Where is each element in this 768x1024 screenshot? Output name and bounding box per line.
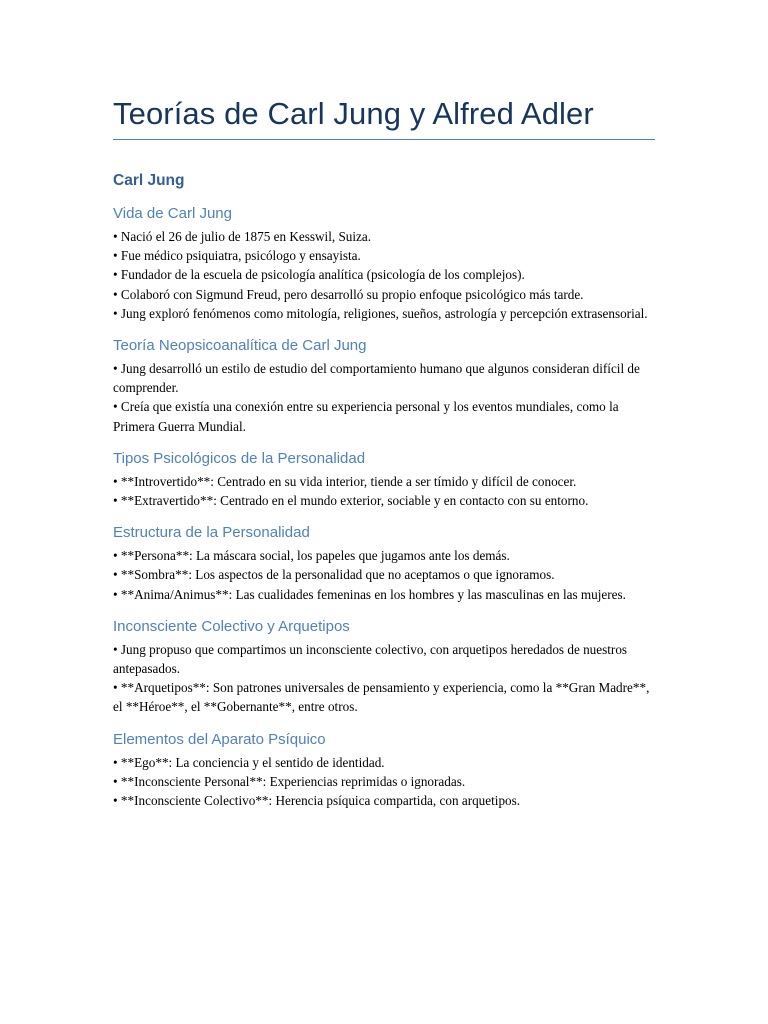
document-title: Teorías de Carl Jung y Alfred Adler	[113, 96, 594, 131]
section-block	[113, 203, 655, 323]
subsection-heading: Vida de Carl Jung	[113, 205, 232, 222]
bullet-item: • Fue médico psiquiatra, psicólogo y ensayista.	[113, 248, 361, 264]
subsection-heading: Teoría Neopsicoanalítica de Carl Jung	[113, 337, 367, 355]
bullet-list	[113, 227, 655, 323]
bullet-item: • **Arquetipos**: Son patrones universales de pensamiento y experiencia, como la **Gran Madre**, el **Héroe**, el **Gobernante**, entre otros.	[113, 680, 650, 715]
section-block	[113, 729, 655, 811]
bullet-list	[113, 472, 655, 510]
section-block	[113, 522, 655, 604]
bullet-item: • Jung desarrolló un estilo de estudio del comportamiento humano que algunos consideran difícil de comprender.	[113, 361, 640, 396]
bullet-list	[113, 640, 655, 717]
bullet-item: • Fundador de la escuela de psicología analítica (psicología de los complejos).	[113, 267, 525, 283]
section-block	[113, 335, 655, 436]
bullet-item: • **Anima/Animus**: Las cualidades femeninas en los hombres y las masculinas en las mujeres.	[113, 586, 626, 602]
subsection-heading: Inconsciente Colectivo y Arquetipos	[113, 617, 350, 635]
bullet-item: • **Inconsciente Colectivo**: Herencia psíquica compartida, con arquetipos.	[113, 793, 521, 809]
bullet-item: • Jung exploró fenómenos como mitología, religiones, sueños, astrología y percepción extrasensorial.	[113, 305, 648, 321]
section-block	[113, 616, 655, 717]
bullet-list	[113, 359, 655, 436]
bullet-item: • Creía que existía una conexión entre su experiencia personal y los eventos mundiales, como la Primera Guerra Mundial.	[113, 399, 619, 434]
section-block	[113, 448, 655, 510]
bullet-item: • **Inconsciente Personal**: Experiencias reprimidas o ignoradas.	[113, 773, 466, 789]
bullet-item: • **Introvertido**: Centrado en su vida interior, tiende a ser tímido y difícil de conocer.	[113, 473, 577, 489]
bullet-list	[113, 546, 655, 604]
subsection-heading: Tipos Psicológicos de la Personalidad	[113, 449, 366, 467]
sections-container	[113, 203, 655, 810]
subsection-heading: Estructura de la Personalidad	[113, 524, 310, 542]
bullet-item: • Jung propuso que compartimos un inconsciente colectivo, con arquetipos heredados de nuestros antepasados.	[113, 641, 628, 677]
section-heading-carl-jung: Carl Jung	[113, 172, 185, 189]
bullet-list	[113, 753, 655, 811]
title-divider	[113, 139, 655, 140]
bullet-item: • Nació el 26 de julio de 1875 en Kesswil, Suiza.	[113, 229, 372, 244]
document-page	[113, 0, 655, 810]
bullet-item: • **Ego**: La conciencia y el sentido de identidad.	[113, 754, 385, 770]
bullet-item: • Colaboró con Sigmund Freud, pero desarrolló su propio enfoque psicológico más tarde.	[113, 286, 584, 302]
bullet-item: • **Sombra**: Los aspectos de la personalidad que no aceptamos o que ignoramos.	[113, 567, 555, 583]
subsection-heading: Elementos del Aparato Psíquico	[113, 730, 326, 748]
bullet-item: • **Extravertido**: Centrado en el mundo exterior, sociable y en contacto con su entorno.	[113, 493, 589, 509]
bullet-item: • **Persona**: La máscara social, los papeles que jugamos ante los demás.	[113, 548, 510, 564]
